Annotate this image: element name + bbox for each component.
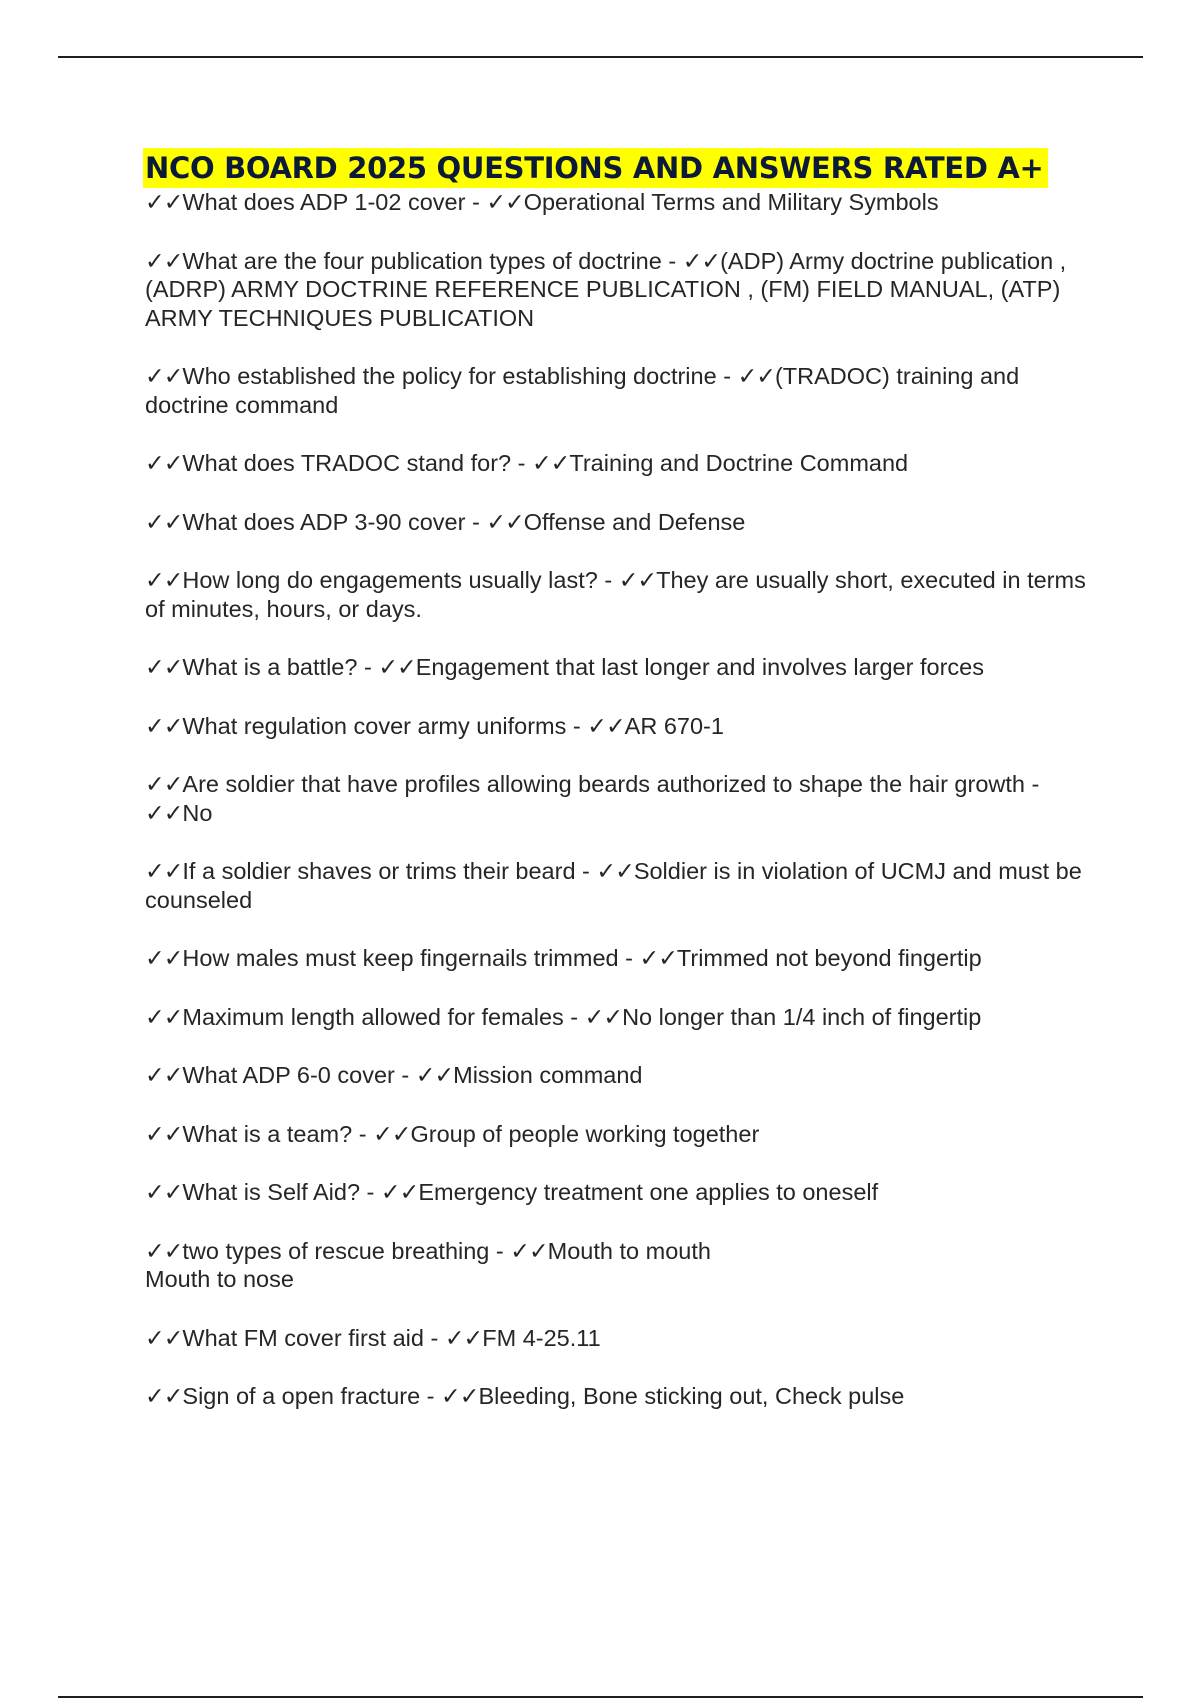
double-check-icon: ✓✓ [145,799,183,826]
double-check-icon: ✓✓ [596,858,634,884]
double-check-icon: ✓✓ [145,1324,183,1351]
question-text: What does ADP 3-90 cover [182,508,466,535]
qa-item [145,1061,1095,1090]
question-text: What does ADP 1-02 cover [182,189,466,215]
qa-separator: - [489,1237,511,1264]
qa-separator: - [563,1003,585,1030]
question-text: What is a team? [182,1120,353,1147]
qa-separator: - [394,1062,416,1088]
qa-item [145,653,1095,682]
qa-item [145,449,1095,478]
double-check-icon: ✓✓ [618,567,657,593]
double-check-icon: ✓✓ [145,1003,183,1030]
answer-text: They are usually short, executed in terms of minutes, hours, or days. [145,567,1086,622]
answer-text: Offense and Defense [523,508,746,535]
qa-separator: - [511,450,532,476]
double-check-icon: ✓✓ [441,1383,479,1409]
qa-item [145,188,1095,217]
double-check-icon: ✓✓ [415,1062,454,1088]
answer-text: (TRADOC) training and doctrine command [145,363,1020,418]
qa-separator: - [357,654,379,680]
answer-text: Group of people working together [410,1120,760,1147]
qa-separator: - [566,712,588,739]
question-text: Maximum length allowed for females [182,1003,564,1030]
answer-text: Engagement that last longer and involves larger forces [415,654,984,680]
question-text: What ADP 6-0 cover [182,1062,395,1088]
qa-separator: - [465,189,487,215]
double-check-icon: ✓✓ [145,945,183,971]
double-check-icon: ✓✓ [145,1383,183,1409]
double-check-icon: ✓✓ [145,712,183,739]
question-text: Sign of a open fracture [182,1383,421,1409]
qa-separator: - [352,1120,374,1147]
double-check-icon: ✓✓ [145,1062,183,1088]
question-text: What does TRADOC stand for? [182,450,512,476]
answer-text: Operational Terms and Military Symbols [523,189,939,215]
double-check-icon: ✓✓ [486,189,524,215]
qa-item [145,247,1095,333]
answer-text: Training and Doctrine Command [569,450,909,476]
page-title: NCO BOARD 2025 QUESTIONS AND ANSWERS RATED A+ [143,148,1048,188]
double-check-icon: ✓✓ [145,247,183,274]
qa-item [145,712,1095,741]
double-check-icon: ✓✓ [145,1237,183,1264]
qa-separator: - [618,945,640,971]
double-check-icon: ✓✓ [639,945,677,971]
double-check-icon: ✓✓ [587,712,625,739]
qa-item [145,1120,1095,1149]
double-check-icon: ✓✓ [531,450,570,476]
qa-separator: - [575,858,597,884]
question-text: How males must keep fingernails trimmed [182,945,619,971]
answer-text: Mission command [453,1062,643,1088]
double-check-icon: ✓✓ [682,247,721,274]
question-text: What are the four publication types of doctrine [182,247,662,274]
question-text: How long do engagements usually last? [182,567,598,593]
question-text: Are soldier that have profiles allowing beards authorized to shape the hair growth [182,771,1025,797]
qa-item [145,1178,1095,1207]
qa-item [145,944,1095,973]
qa-item [145,566,1095,623]
double-check-icon: ✓✓ [378,654,416,680]
answer-text: Soldier is in violation of UCMJ and must be counseled [145,858,1082,913]
qa-separator: - [661,247,683,274]
qa-separator: - [597,567,619,593]
question-text: If a soldier shaves or trims their beard [182,858,576,884]
double-check-icon: ✓✓ [145,1179,183,1205]
top-rule [58,56,1143,58]
double-check-icon: ✓✓ [145,450,183,476]
qa-list [145,188,1095,1411]
qa-item [145,362,1095,419]
double-check-icon: ✓✓ [145,189,183,215]
qa-separator: - [465,508,487,535]
answer-text: AR 670-1 [624,712,724,739]
answer-text: Trimmed not beyond fingertip [676,945,982,971]
qa-item [145,1324,1095,1353]
double-check-icon: ✓✓ [145,567,183,593]
double-check-icon: ✓✓ [145,363,183,389]
double-check-icon: ✓✓ [145,771,183,797]
question-text: What is a battle? [182,654,358,680]
qa-item [145,857,1095,914]
double-check-icon: ✓✓ [145,1120,183,1147]
double-check-icon: ✓✓ [373,1120,411,1147]
qa-item [145,1237,1095,1294]
question-text: What regulation cover army uniforms [182,712,567,739]
qa-item [145,1382,1095,1411]
question-text: two types of rescue breathing [182,1237,490,1264]
answer-text: Mouth to mouth Mouth to nose [145,1237,711,1292]
question-text: What is Self Aid? [182,1179,361,1205]
double-check-icon: ✓✓ [444,1324,483,1351]
answer-text: Bleeding, Bone sticking out, Check pulse [478,1383,905,1409]
double-check-icon: ✓✓ [380,1179,419,1205]
qa-item [145,1003,1095,1032]
double-check-icon: ✓✓ [145,508,183,535]
double-check-icon: ✓✓ [145,654,183,680]
answer-text: (ADP) Army doctrine publication , (ADRP) ARMY DOCTRINE REFERENCE PUBLICATION , (FM) FIELD MANUAL, (ATP) ARMY TECHNIQUES PUBLICATION [145,247,1067,331]
double-check-icon: ✓✓ [737,363,775,389]
double-check-icon: ✓✓ [486,508,524,535]
answer-text: No longer than 1/4 inch of fingertip [622,1003,982,1030]
bottom-rule [58,1696,1143,1698]
double-check-icon: ✓✓ [584,1003,623,1030]
answer-text: FM 4-25.11 [482,1324,601,1351]
question-text: What FM cover first aid [182,1324,424,1351]
answer-text: Emergency treatment one applies to oneself [418,1179,879,1205]
qa-item [145,770,1095,827]
answer-text: No [182,799,213,826]
qa-separator: - [716,363,738,389]
double-check-icon: ✓✓ [510,1237,548,1264]
qa-item [145,508,1095,537]
qa-separator: - [423,1324,445,1351]
double-check-icon: ✓✓ [145,858,183,884]
document-body [145,148,1095,1441]
qa-separator: - [360,1179,381,1205]
qa-separator: - [1024,771,1040,797]
qa-separator: - [420,1383,442,1409]
question-text: Who established the policy for establishing doctrine [182,363,717,389]
